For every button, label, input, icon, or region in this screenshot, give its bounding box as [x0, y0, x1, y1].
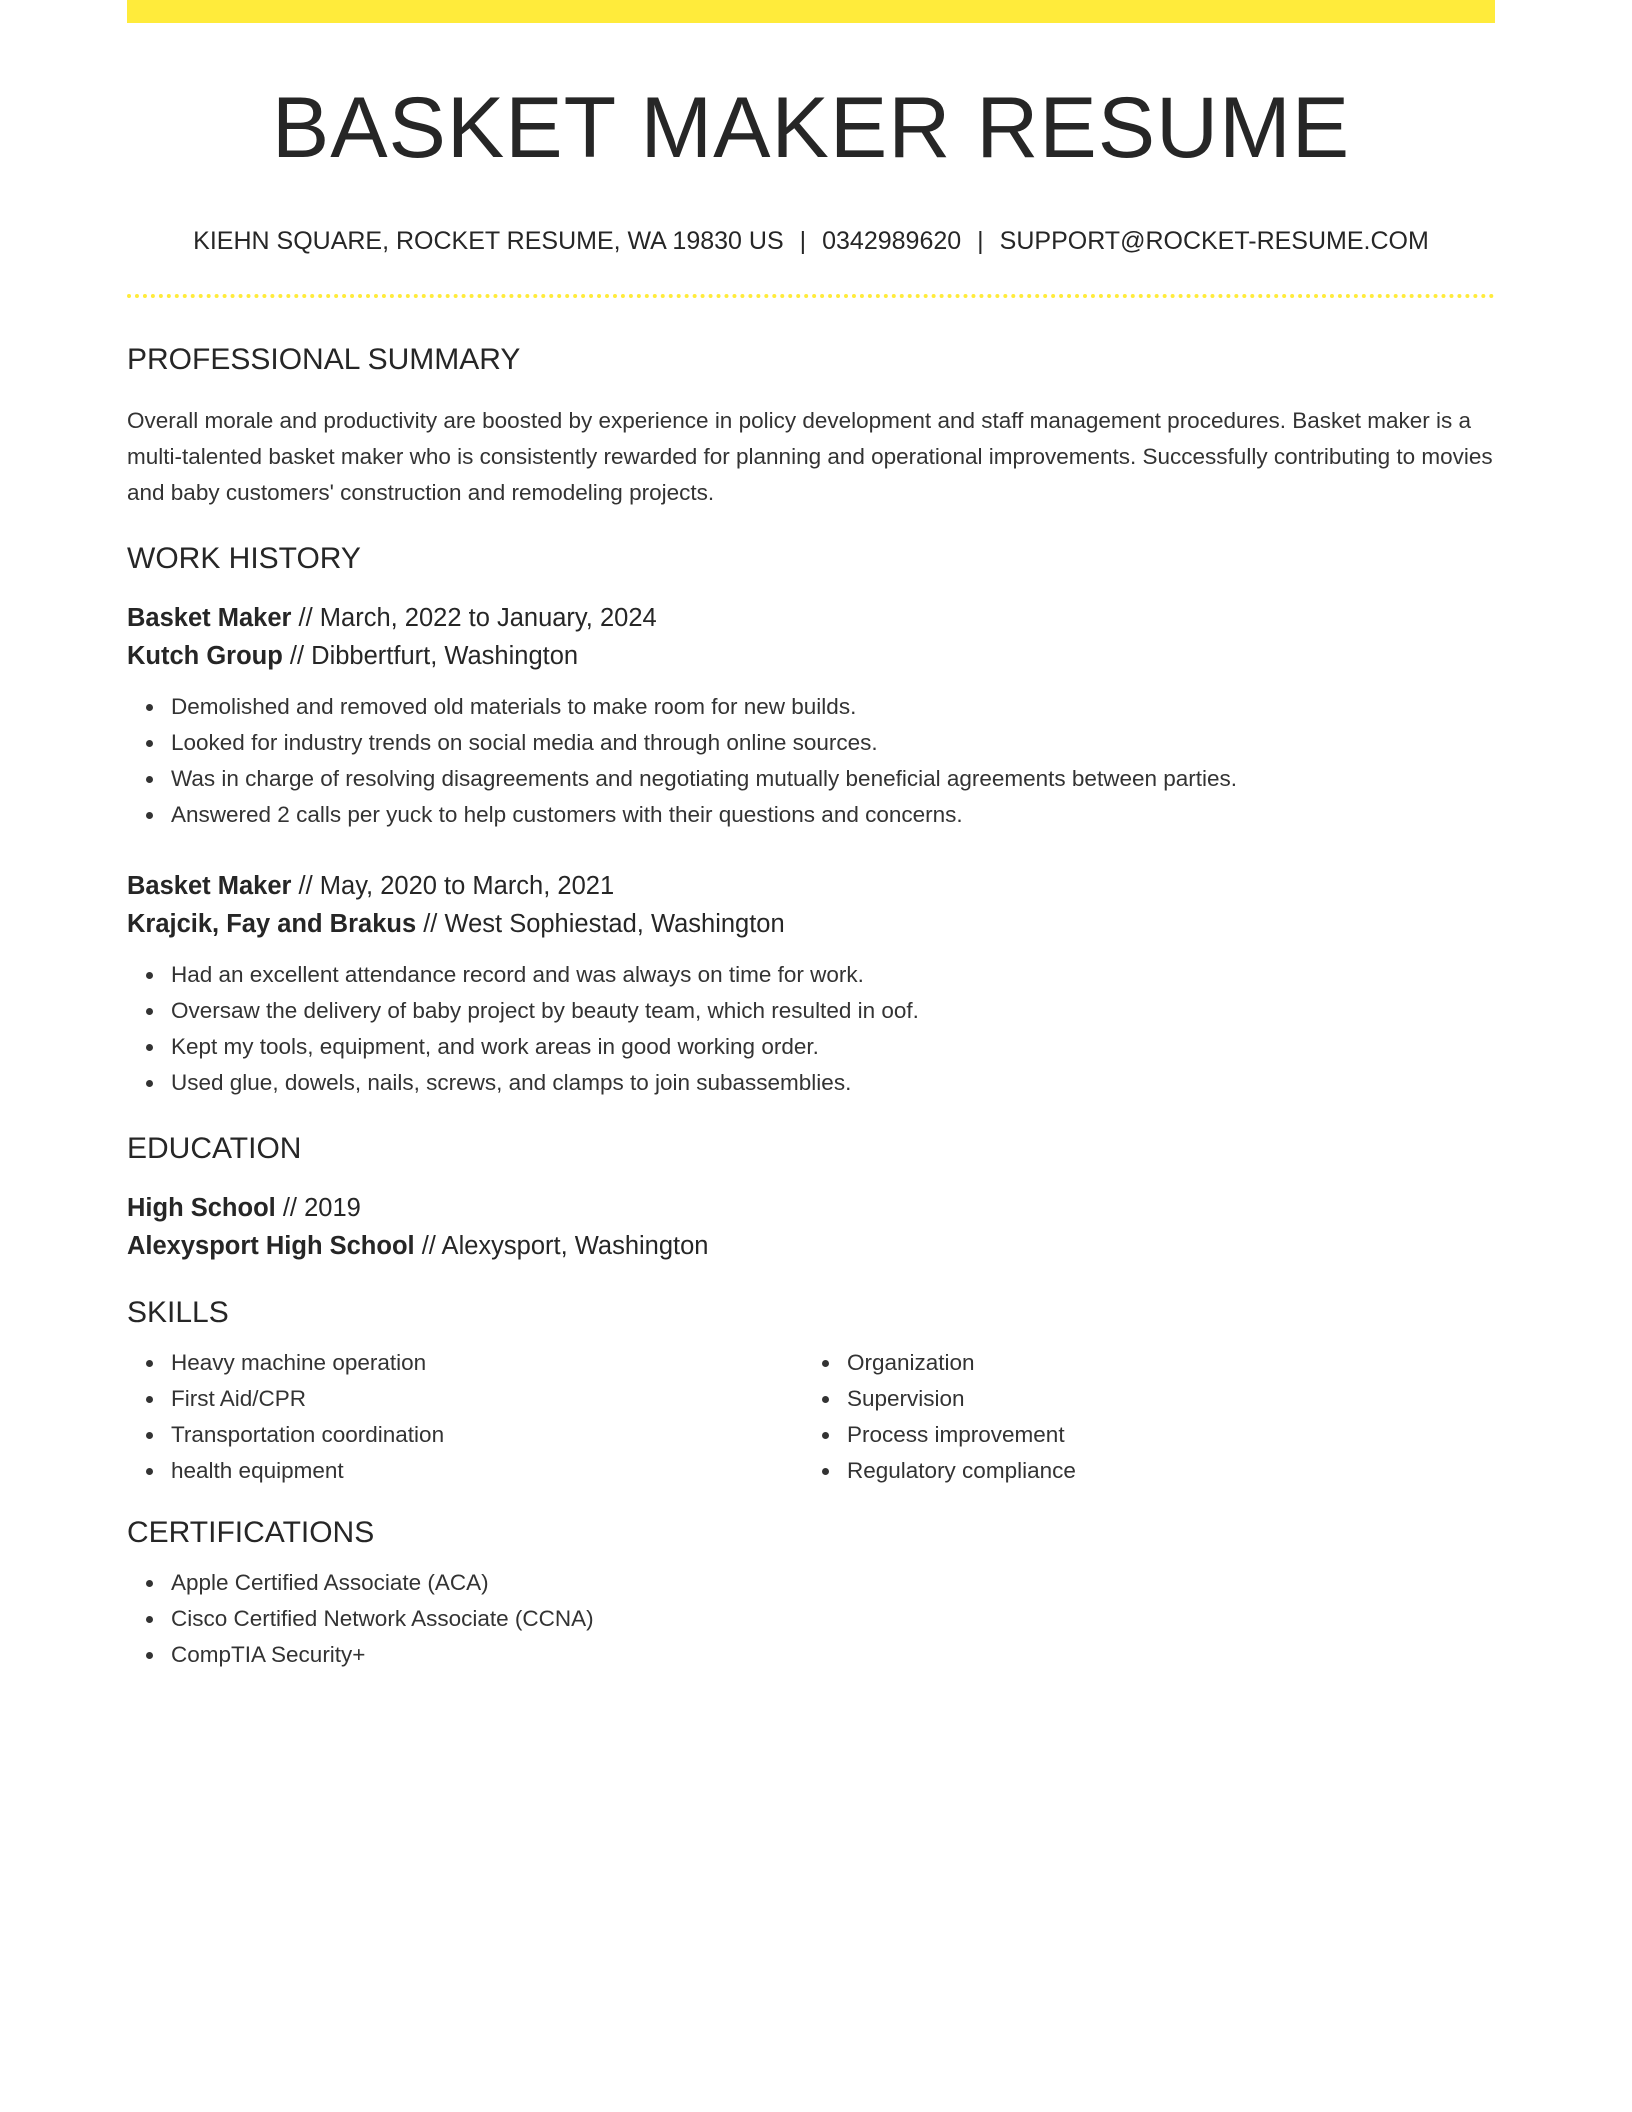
phone: 0342989620	[822, 226, 962, 255]
list-item: Oversaw the delivery of baby project by beauty team, which resulted in oof.	[171, 993, 1495, 1029]
company-name: Kutch Group	[127, 641, 283, 670]
job-duties-list	[127, 689, 1495, 833]
job-duties-list	[127, 957, 1495, 1101]
certification-item: Apple Certified Associate (ACA)	[171, 1565, 1495, 1601]
address: KIEHN SQUARE, ROCKET RESUME, WA 19830 US	[193, 226, 784, 255]
education-entry	[127, 1189, 1495, 1265]
summary-text: Overall morale and productivity are boosted by experience in policy development and staff management procedures. Basket maker is a multi-talented basket maker who is consistently rewarded for planning and operational improvements. Successfully contributing to movies and baby customers' construction and remodeling projects.	[127, 407, 1493, 505]
company-location: // West Sophiestad, Washington	[416, 909, 785, 938]
skill-item: health equipment	[171, 1453, 803, 1489]
email: SUPPORT@ROCKET-RESUME.COM	[999, 226, 1429, 255]
list-item: Had an excellent attendance record and was always on time for work.	[171, 957, 1495, 993]
skills-column-right	[803, 1345, 1479, 1489]
job-title: Basket Maker	[127, 871, 292, 900]
list-item: Was in charge of resolving disagreements and negotiating mutually beneficial agreements between parties.	[171, 761, 1495, 797]
job-company-line	[127, 637, 1495, 675]
list-item: Kept my tools, equipment, and work areas in good working order.	[171, 1029, 1495, 1065]
job-company-line	[127, 905, 1495, 943]
section-heading-education: EDUCATION	[127, 1131, 302, 1165]
skills-columns	[127, 1345, 1495, 1489]
section-heading-certifications: CERTIFICATIONS	[127, 1515, 375, 1549]
dotted-divider	[127, 294, 1495, 298]
job-title-line	[127, 867, 1495, 905]
job-title-line	[127, 599, 1495, 637]
company-name: Krajcik, Fay and Brakus	[127, 909, 417, 938]
skills-list	[127, 1345, 803, 1489]
degree-line	[127, 1189, 1495, 1227]
skill-item: Transportation coordination	[171, 1417, 803, 1453]
certifications-list	[127, 1565, 1495, 1673]
contact-separator: |	[977, 226, 984, 255]
skill-item: First Aid/CPR	[171, 1381, 803, 1417]
school-location: // Alexysport, Washington	[414, 1231, 709, 1260]
resume-page	[127, 0, 1495, 1673]
resume-title: BASKET MAKER RESUME	[271, 80, 1351, 176]
list-item: Used glue, dowels, nails, screws, and clamps to join subassemblies.	[171, 1065, 1495, 1101]
skills-list	[803, 1345, 1479, 1489]
job-dates: // May, 2020 to March, 2021	[291, 871, 615, 900]
job-entry	[127, 867, 1495, 1101]
skill-item: Regulatory compliance	[847, 1453, 1479, 1489]
job-dates: // March, 2022 to January, 2024	[291, 603, 657, 632]
school-line	[127, 1227, 1495, 1265]
section-heading-work-history: WORK HISTORY	[127, 541, 361, 575]
job-entry	[127, 599, 1495, 833]
skill-item: Supervision	[847, 1381, 1479, 1417]
job-title: Basket Maker	[127, 603, 292, 632]
list-item: Answered 2 calls per yuck to help customers with their questions and concerns.	[171, 797, 1495, 833]
list-item: Demolished and removed old materials to make room for new builds.	[171, 689, 1495, 725]
skill-item: Organization	[847, 1345, 1479, 1381]
graduation-year: // 2019	[275, 1193, 361, 1222]
skill-item: Heavy machine operation	[171, 1345, 803, 1381]
degree: High School	[127, 1193, 276, 1222]
certification-item: Cisco Certified Network Associate (CCNA)	[171, 1601, 1495, 1637]
certification-item: CompTIA Security+	[171, 1637, 1495, 1673]
skills-column-left	[127, 1345, 803, 1489]
company-location: // Dibbertfurt, Washington	[282, 641, 579, 670]
school-name: Alexysport High School	[127, 1231, 415, 1260]
accent-bar	[127, 0, 1495, 23]
contact-line	[127, 226, 1495, 256]
list-item: Looked for industry trends on social media and through online sources.	[171, 725, 1495, 761]
skill-item: Process improvement	[847, 1417, 1479, 1453]
contact-separator: |	[799, 226, 807, 255]
section-heading-summary: PROFESSIONAL SUMMARY	[127, 342, 521, 376]
section-heading-skills: SKILLS	[127, 1295, 229, 1329]
